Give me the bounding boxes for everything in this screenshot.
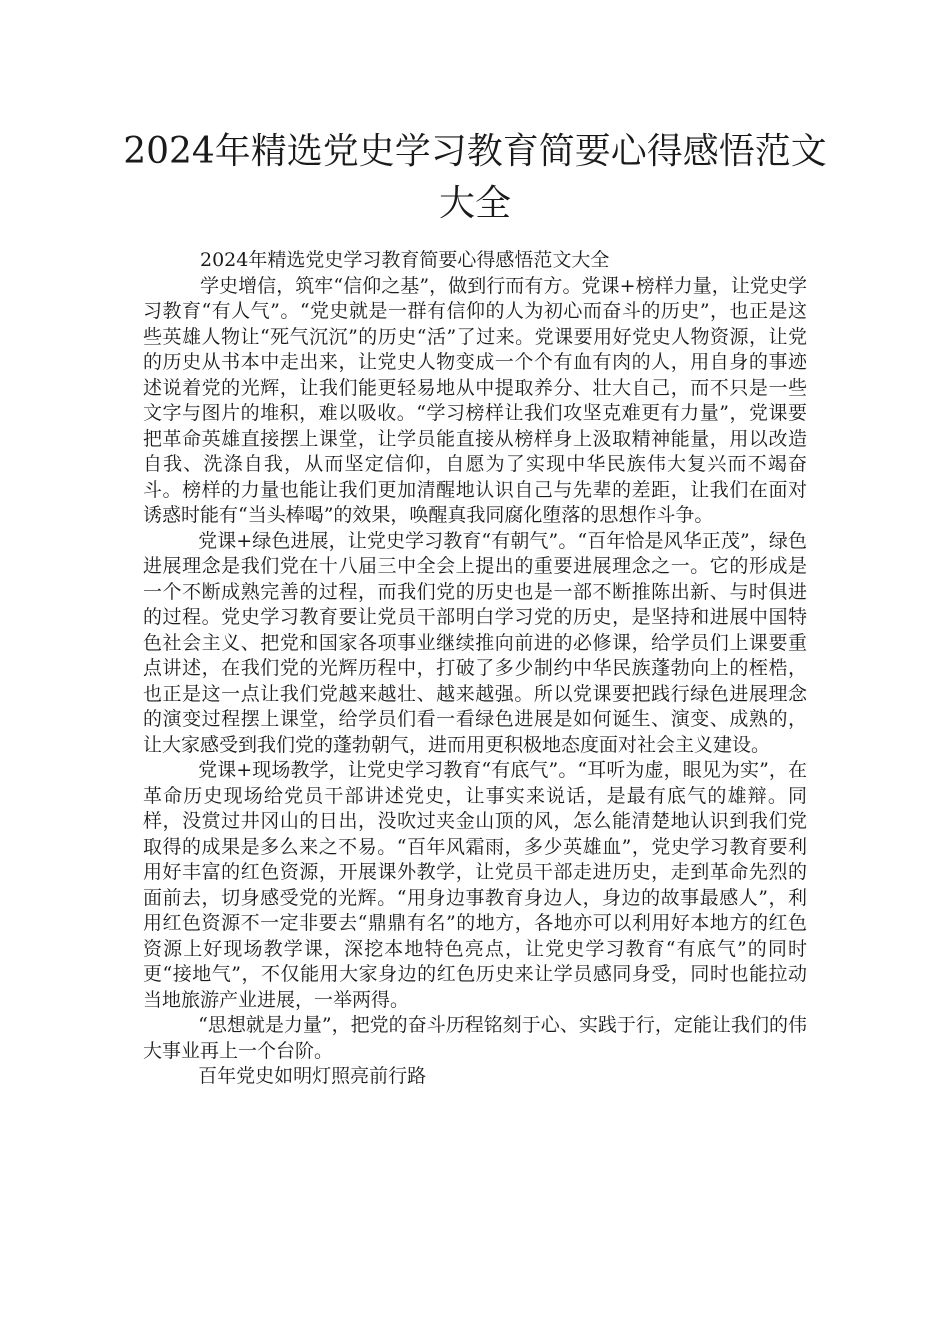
- paragraph-4: “思想就是力量”，把党的奋斗历程铭刻于心、实践于行，定能让我们的伟大事业再上一个台阶。: [143, 1014, 807, 1062]
- paragraph-2: 党课+绿色进展，让党史学习教育“有朝气”。“百年恰是风华正茂”，绿色进展理念是我们党在十八届三中全会上提出的重要进展理念之一。它的形成是一个不断成熟完善的过程，而我们党的历史也是一部不断推陈出新、与时俱进的过程。党史学习教育要让党员干部明白学习党的历史，是坚持和进展中国特色社会主义、把党和国家各项事业继续推向前进的必修课，给学员们上课要重点讲述，在我们党的光辉历程中，打破了多少制约中华民族蓬勃向上的桎梏，也正是这一点让我们党越来越壮、越来越强。所以党课要把践行绿色进展理念的演变过程摆上课堂，给学员们看一看绿色进展是如何诞生、演变、成熟的，让大家感受到我们党的蓬勃朝气，进而用更积极地态度面对社会主义建设。: [143, 529, 807, 756]
- document-body: [143, 248, 807, 1090]
- document-title: 2024年精选党史学习教育简要心得感悟范文大全: [123, 131, 827, 224]
- document-subtitle: 2024年精选党史学习教育简要心得感悟范文大全: [200, 249, 610, 271]
- paragraph-3: 党课+现场教学，让党史学习教育“有底气”。“耳听为虚，眼见为实”，在革命历史现场给党员干部讲述党史，让事实来说话，是最有底气的雄辩。同样，没赏过井冈山的日出，没吹过夹金山顶的风，怎么能清楚地认识到我们党取得的成果是多么来之不易。“百年风霜雨，多少英雄血”，党史学习教育要利用好丰富的红色资源，开展课外教学，让党员干部走进历史，走到革命先烈的面前去，切身感受党的光辉。“用身边事教育身边人，身边的故事最感人”，利用红色资源不一定非要去“鼎鼎有名”的地方，各地亦可以利用好本地方的红色资源上好现场教学课，深挖本地特色亮点，让党史学习教育“有底气”的同时更“接地气”，不仅能用大家身边的红色历史来让学员感同身受，同时也能拉动当地旅游产业进展，一举两得。: [143, 759, 807, 1011]
- section-heading: 百年党史如明灯照亮前行路: [198, 1065, 427, 1087]
- paragraph-1: 学史增信，筑牢“信仰之基”，做到行而有方。党课+榜样力量，让党史学习教育“有人气”。“党史就是一群有信仰的人为初心而奋斗的历史”，也正是这些英雄人物让“死气沉沉”的历史“活”了过来。党课要用好党史人物资源，让党的历史从书本中走出来，让党史人物变成一个个有血有肉的人，用自身的事迹述说着党的光辉，让我们能更轻易地从中提取养分、壮大自己，而不只是一些文字与图片的堆积，难以吸收。“学习榜样让我们攻坚克难更有力量”，党课要把革命英雄直接摆上课堂，让学员能直接从榜样身上汲取精神能量，用以改造自我、洗涤自我，从而坚定信仰，自愿为了实现中华民族伟大复兴而不竭奋斗。榜样的力量也能让我们更加清醒地认识自己与先辈的差距，让我们在面对诱惑时能有“当头棒喝”的效果，唤醒真我同腐化堕落的思想作斗争。: [143, 274, 807, 526]
